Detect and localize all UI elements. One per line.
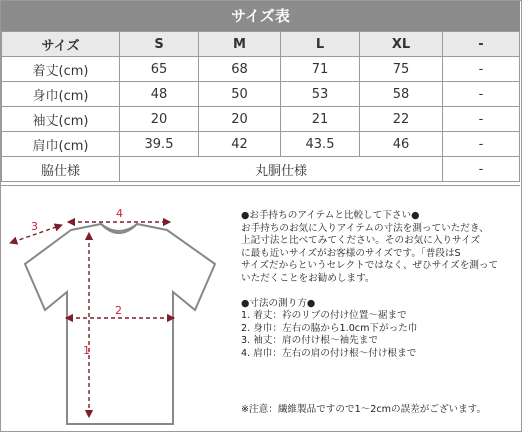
intro-line: に最も近いサイズがお客様のサイズです。「普段はS	[241, 247, 461, 259]
intro-line: 上記寸法と比べてみてください。そのお気に入りサイズ	[241, 235, 481, 247]
row-label: 脇仕様	[2, 157, 120, 182]
table-cell: 53	[281, 82, 360, 107]
intro-line: サイズだからというセレクトではなく、ぜひサイズを測って	[241, 260, 499, 272]
header-size-s: S	[120, 32, 199, 57]
table-cell: 75	[360, 57, 443, 82]
table-cell: 65	[120, 57, 199, 82]
sleeve-marker: 3	[31, 220, 38, 233]
size-table-header-row	[2, 32, 520, 57]
header-size-m: M	[199, 32, 281, 57]
table-cell: -	[443, 157, 520, 182]
body-width-marker: 2	[115, 304, 122, 317]
size-chart-title: サイズ表	[1, 1, 520, 31]
table-cell: 48	[120, 82, 199, 107]
measure-line: 3. 袖丈：肩の付け根～袖先まで	[241, 335, 378, 347]
tshirt-diagram	[1, 186, 237, 431]
measure-line: 4. 肩巾：左右の肩の付け根～付け根まで	[241, 347, 417, 359]
table-cell: 42	[199, 132, 281, 157]
table-cell: 20	[120, 107, 199, 132]
tshirt-outline	[25, 224, 215, 424]
table-cell: -	[443, 107, 520, 132]
table-cell: 46	[360, 132, 443, 157]
header-size-label: サイズ	[2, 32, 120, 57]
table-cell: 22	[360, 107, 443, 132]
table-row-side-spec	[2, 157, 520, 182]
side-spec-value: 丸胴仕様	[120, 157, 443, 182]
measurement-section	[1, 185, 520, 431]
intro-line: お手持ちのお気に入りアイテムの寸法を測っていただき、	[241, 222, 489, 234]
length-marker: 1	[83, 344, 90, 357]
table-cell: -	[443, 132, 520, 157]
disclaimer-note: ※注意：繊維製品ですので1～2cmの誤差がございます。	[241, 404, 487, 415]
table-row	[2, 82, 520, 107]
table-cell: 58	[360, 82, 443, 107]
header-size-xl: XL	[360, 32, 443, 57]
row-label: 肩巾(cm)	[2, 132, 120, 157]
size-table	[1, 31, 520, 182]
table-cell: 43.5	[281, 132, 360, 157]
table-cell: 71	[281, 57, 360, 82]
table-row	[2, 57, 520, 82]
row-label: 身巾(cm)	[2, 82, 120, 107]
table-cell: 50	[199, 82, 281, 107]
table-cell: 21	[281, 107, 360, 132]
row-label: 着丈(cm)	[2, 57, 120, 82]
table-row	[2, 132, 520, 157]
header-size-l: L	[281, 32, 360, 57]
table-cell: 20	[199, 107, 281, 132]
measure-title: ●寸法の測り方●	[241, 297, 316, 309]
table-row	[2, 107, 520, 132]
row-label: 袖丈(cm)	[2, 107, 120, 132]
header-size-extra: -	[443, 32, 520, 57]
table-cell: 39.5	[120, 132, 199, 157]
table-cell: -	[443, 57, 520, 82]
measure-line: 1. 着丈：衿のリブの付け位置～裾まで	[241, 310, 407, 322]
table-cell: -	[443, 82, 520, 107]
intro-line: いただくことをお勧めします。	[241, 272, 375, 284]
measure-line: 2. 身巾：左右の脇から1.0cm下がった巾	[241, 322, 418, 334]
shoulder-marker: 4	[116, 207, 123, 220]
intro-title: ●お手持ちのアイテムと比較して下さい●	[241, 210, 420, 221]
table-cell: 68	[199, 57, 281, 82]
measurement-notes	[241, 210, 519, 361]
